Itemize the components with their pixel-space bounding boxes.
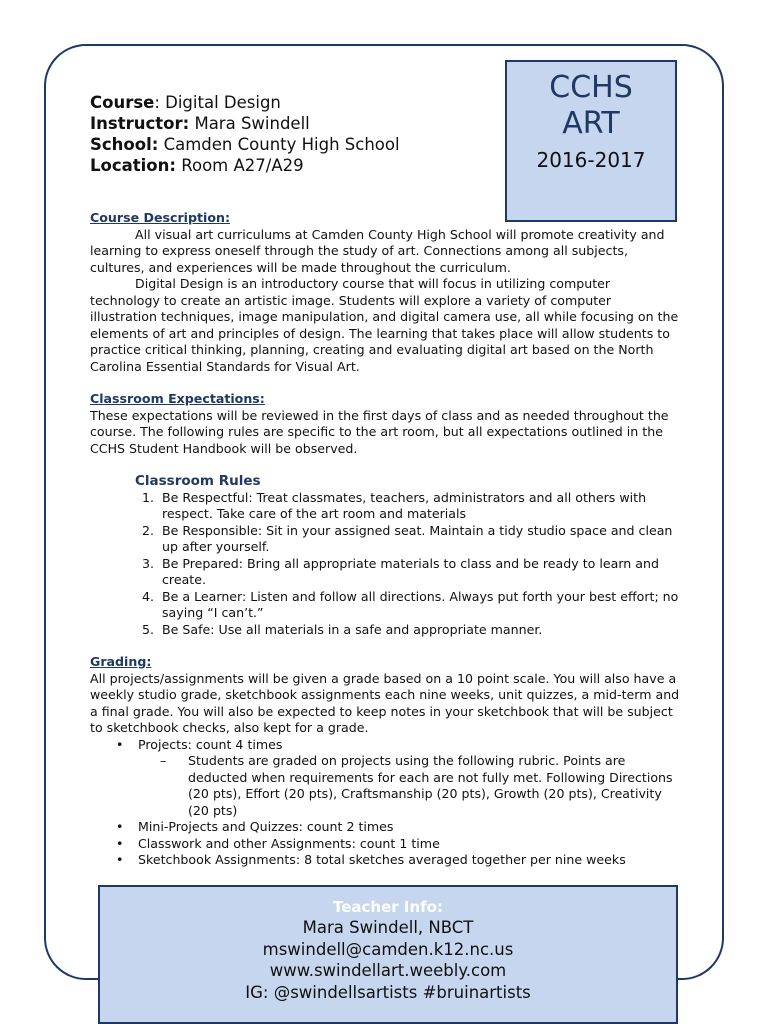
expectations-text: These expectations will be reviewed in the first days of class and as needed throughout the course. The following rules are specific to the art room, but all expectations outlined in the CCHS Student Handbook will be observed.: [90, 407, 669, 456]
badge-year: 2016-2017: [536, 148, 646, 172]
rule-item: 5. Be Safe: Use all materials in a safe and appropriate manner.: [158, 622, 680, 639]
instructor-label: Instructor:: [90, 114, 190, 133]
grading-item: • Sketchbook Assignments: 8 total sketches averaged together per nine weeks: [130, 852, 680, 869]
teacher-instagram: IG: @swindellsartists #bruinartists: [245, 982, 531, 1002]
location-label: Location:: [90, 156, 176, 175]
badge-line1: CCHS: [549, 70, 633, 105]
school-line: [90, 134, 500, 155]
school-label: School:: [90, 135, 159, 154]
teacher-email[interactable]: mswindell@camden.k12.nc.us: [262, 939, 514, 959]
grading-heading: Grading:: [90, 654, 152, 669]
syllabus-content: [90, 210, 680, 869]
teacher-info-box: [98, 885, 678, 1024]
school-value: Camden County High School: [158, 135, 400, 154]
rule-item: 4. Be a Learner: Listen and follow all directions. Always put forth your best effort; no saying “I can’t.”: [158, 589, 680, 622]
rule-item: 1. Be Respectful: Treat classmates, teachers, administrators and all others with respect. Take care of the art room and materials: [158, 490, 680, 523]
description-paragraph-1: All visual art curriculums at Camden County High School will promote creativity and learning to express oneself through the study of art. Connections among all subjects, cultures, and experiences will be made throughout the curriculum.: [90, 226, 665, 275]
rule-item: 3. Be Prepared: Bring all appropriate materials to class and be ready to learn and create.: [158, 556, 680, 589]
rule-item: 2. Be Responsible: Sit in your assigned seat. Maintain a tidy studio space and clean up after yourself.: [158, 523, 680, 556]
teacher-info-title: Teacher Info:: [333, 898, 443, 916]
teacher-website[interactable]: www.swindellart.weebly.com: [269, 961, 507, 980]
rules-list: [90, 490, 680, 639]
cchs-art-badge: [505, 60, 677, 222]
grading-item-text: Projects: count 4 times: [138, 736, 283, 752]
teacher-name: Mara Swindell, NBCT: [302, 918, 474, 937]
instructor-value: Mara Swindell: [189, 114, 310, 133]
course-description-heading: Course Description:: [90, 210, 230, 225]
rubric-list: [138, 753, 680, 819]
location-value: Room A27/A29: [176, 156, 304, 175]
course-label: Course: [90, 93, 155, 112]
rubric-item: – Students are graded on projects using the following rubric. Points are deducted when requirements for each are not fully met. Following Directions (20 pts), Effort (20 pts), Craftsmanship (20 pts), Growth (20 pts), Creativity (20 pts): [180, 753, 680, 819]
classroom-expectations-heading: Classroom Expectations:: [90, 391, 265, 406]
course-value: : Digital Design: [154, 93, 281, 112]
description-paragraph-2: Digital Design is an introductory course that will focus in utilizing computer technology to create an artistic image. Students will explore a variety of computer illustration techniques, image manipulation, and digital camera use, all while focusing on the elements of art and principles of design. The learning that takes place will allow students to practice critical thinking, planning, creating and evaluating digital art based on the North Carolina Essential Standards for Visual Art.: [90, 276, 679, 374]
badge-line2: ART: [562, 106, 620, 141]
classroom-rules-title: Classroom Rules: [135, 473, 261, 489]
grading-list: [90, 737, 680, 869]
instructor-line: [90, 113, 500, 134]
course-header: [90, 92, 500, 176]
grading-item: • Classwork and other Assignments: count 1 time: [130, 836, 680, 853]
grading-item: • Mini-Projects and Quizzes: count 2 times: [130, 819, 680, 836]
course-line: [90, 92, 500, 113]
grading-item: [130, 737, 680, 820]
location-line: [90, 155, 500, 176]
grading-text: All projects/assignments will be given a grade based on a 10 point scale. You will also have a weekly studio grade, sketchbook assignments each nine weeks, unit quizzes, a mid-term and a final grade. You will also be expected to keep notes in your sketchbook that will be subject to sketchbook checks, also kept for a grade.: [90, 670, 680, 735]
